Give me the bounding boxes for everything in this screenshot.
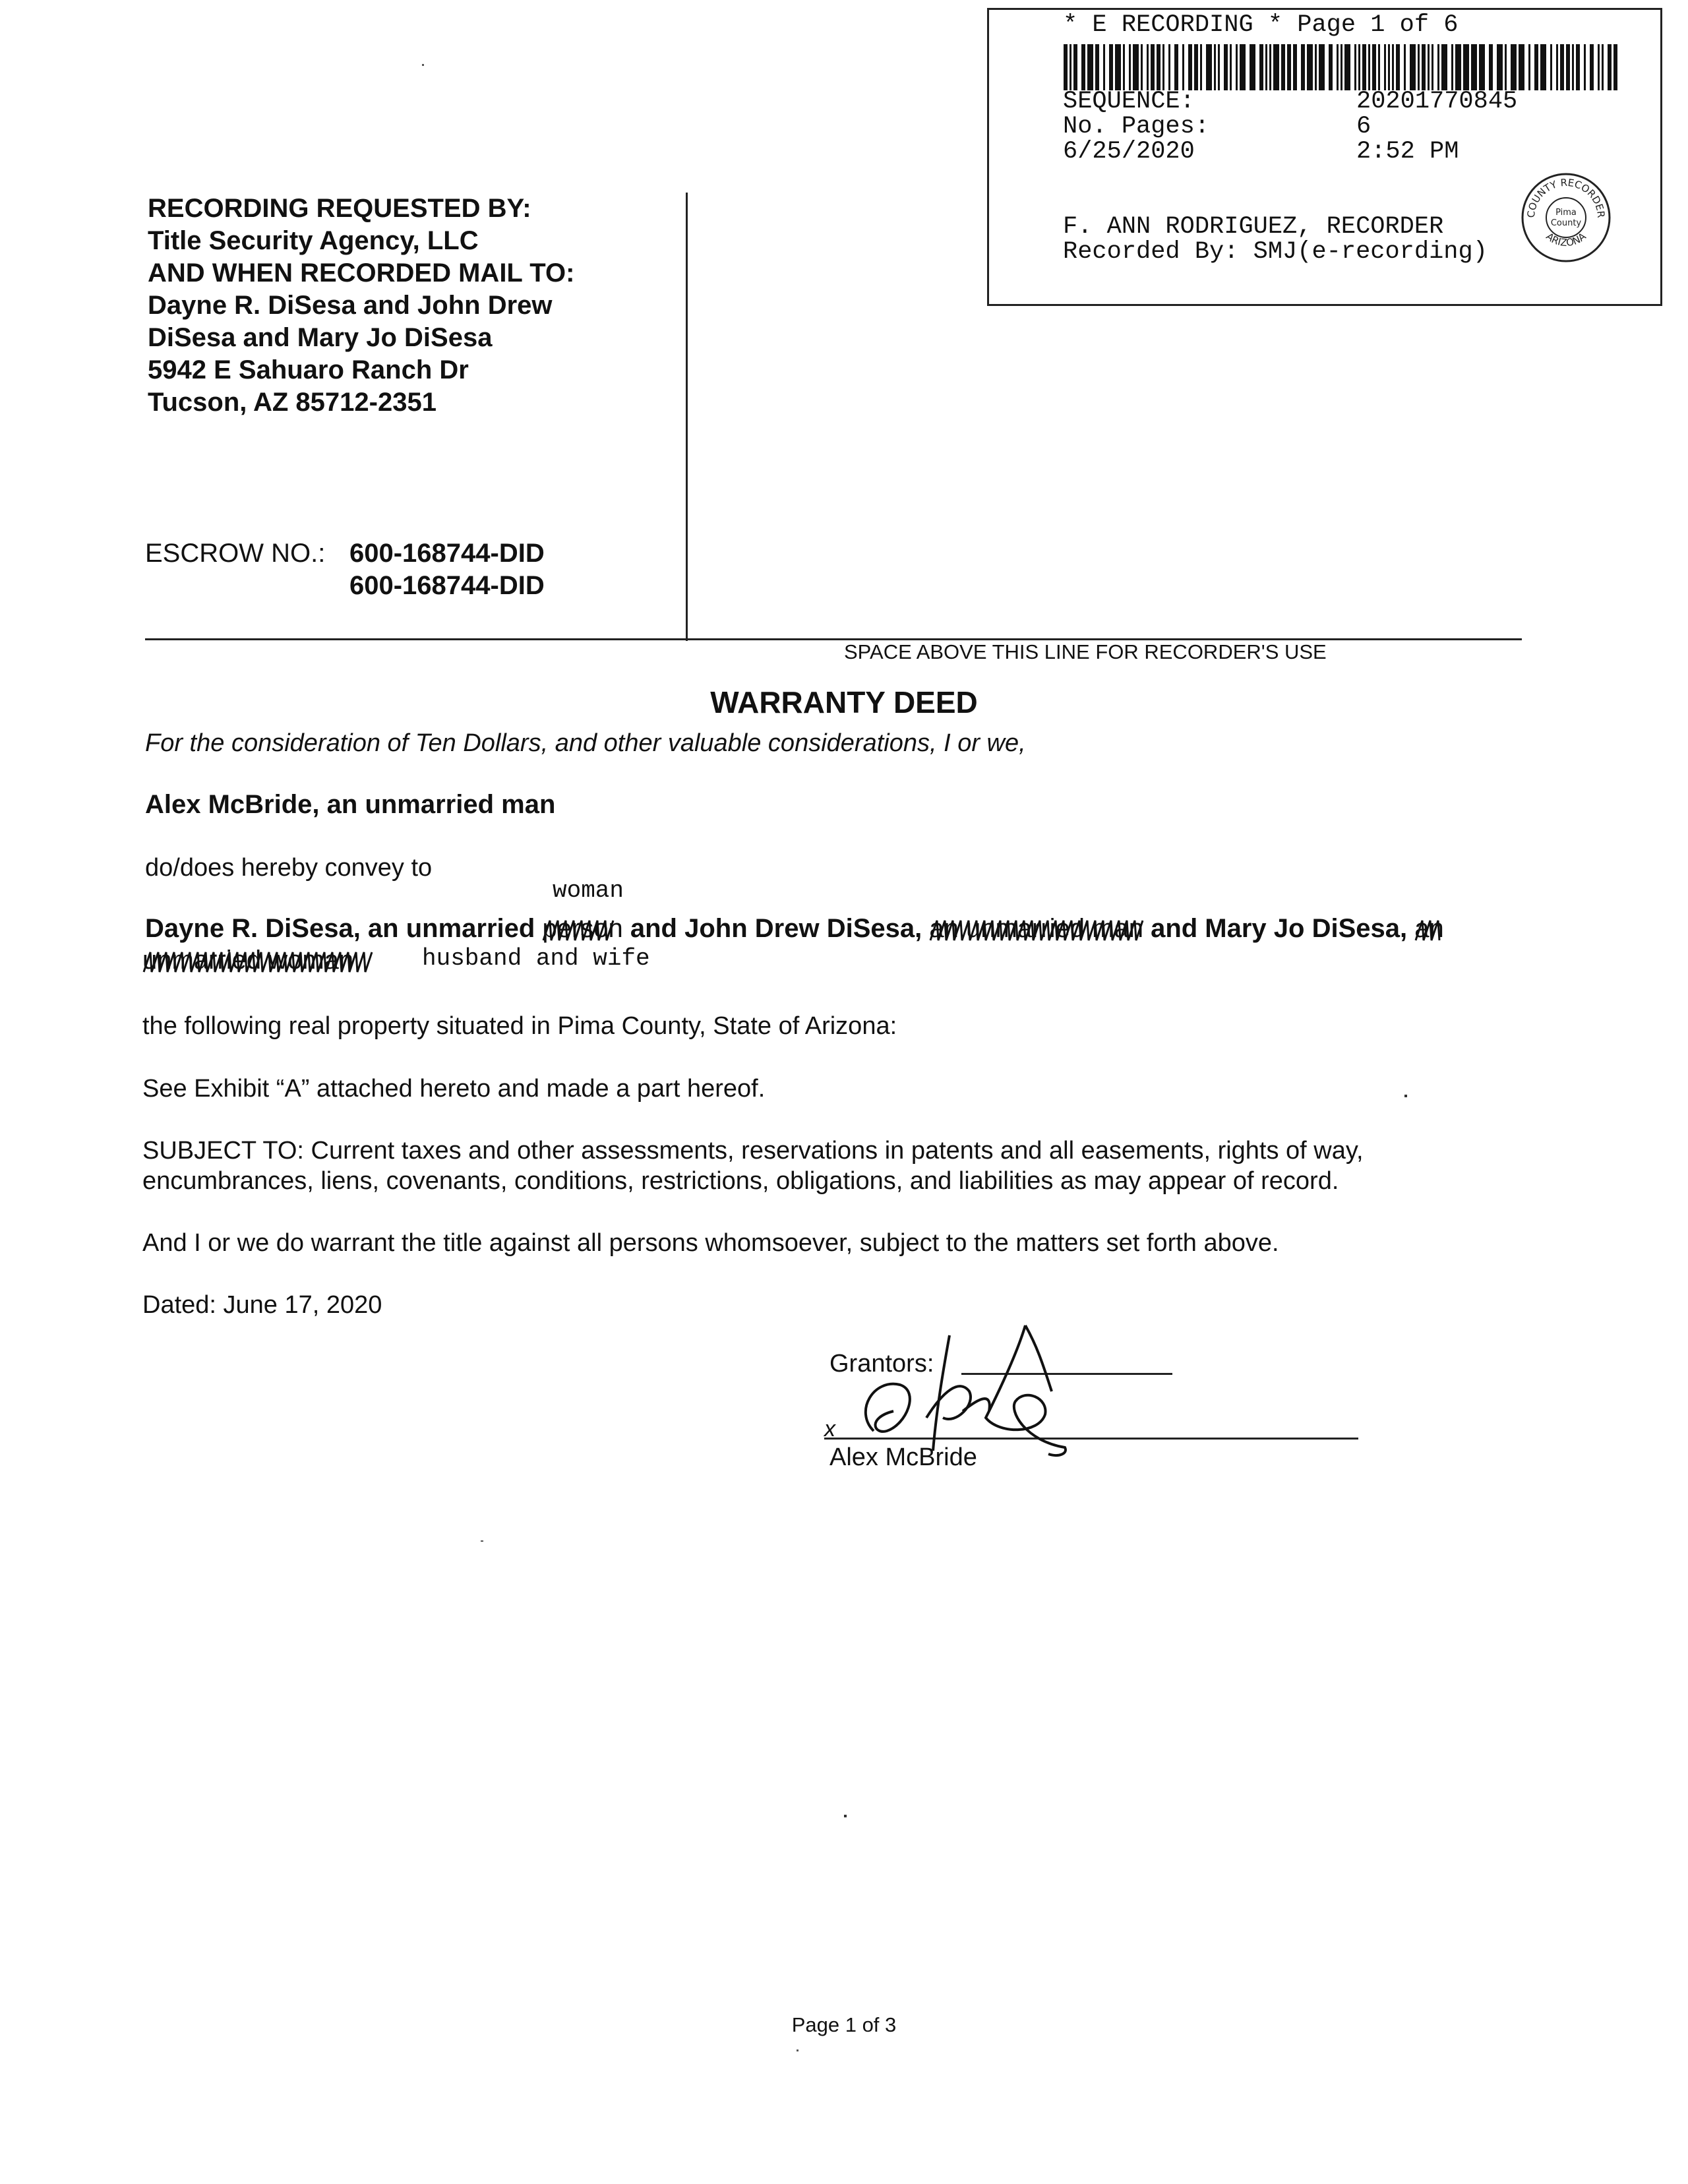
barcode-bar <box>1566 44 1570 90</box>
subject-to-line: SUBJECT TO: Current taxes and other assessments, reservations in patents and all easements, rights of way, <box>142 1137 1364 1165</box>
record-date: 6/25/2020 <box>1063 138 1195 166</box>
barcode-bar <box>1109 44 1113 90</box>
property-text: the following real property situated in Pima County, State of Arizona: <box>142 1012 897 1040</box>
barcode-bar <box>1315 44 1317 90</box>
barcode-bar <box>1576 44 1580 90</box>
barcode-bar <box>1428 44 1430 90</box>
barcode-bar <box>1103 44 1105 90</box>
inserted-woman: woman <box>553 877 624 904</box>
seal-center-2: County <box>1550 218 1582 228</box>
barcode-bar <box>1455 44 1461 90</box>
mail-to-line: DiSesa and Mary Jo DiSesa <box>148 323 493 352</box>
pages-value: 6 <box>1356 113 1372 140</box>
seal-arc-top: COUNTY RECORDER <box>1524 176 1608 219</box>
grantee-seg: and John Drew DiSesa, <box>622 914 930 943</box>
barcode-bar <box>1265 44 1267 90</box>
escrow-label: ESCROW NO.: <box>145 539 326 568</box>
barcode-bar <box>1388 44 1390 90</box>
barcode-bar <box>1287 44 1291 90</box>
barcode-bar <box>1064 44 1068 90</box>
barcode-bar <box>1073 44 1077 90</box>
barcode-bar <box>1087 44 1093 90</box>
barcode-bar <box>1519 44 1524 90</box>
barcode-bar <box>1505 44 1507 90</box>
pages-label: No. Pages: <box>1063 113 1210 140</box>
barcode-bar <box>1358 44 1360 90</box>
barcode-bar <box>1147 44 1149 90</box>
barcode-bar <box>1174 44 1178 90</box>
subject-to-line: encumbrances, liens, covenants, conditions, restrictions, obligations, and liabilities as may appear of record. <box>142 1167 1339 1195</box>
grantee-line <box>145 913 1444 945</box>
barcode-bar <box>1613 44 1617 90</box>
barcode-bar <box>1572 44 1574 90</box>
barcode-bar <box>1534 44 1538 90</box>
barcode-bar <box>1269 44 1271 90</box>
struck-text: an unmarried man <box>929 914 1143 943</box>
barcode-bar <box>1240 44 1246 90</box>
barcode-bar <box>1598 44 1600 90</box>
escrow-value: 600-168744-DID <box>349 539 545 568</box>
barcode-bar <box>1528 44 1530 90</box>
mail-to-line: 5942 E Sahuaro Ranch Dr <box>148 355 469 384</box>
barcode-bar <box>1182 44 1184 90</box>
barcode-bar <box>1151 44 1155 90</box>
barcode-bar <box>1194 44 1198 90</box>
stamp-header: * E RECORDING * Page 1 of 6 <box>1063 11 1459 39</box>
scan-speck <box>481 1540 483 1542</box>
barcode-bar <box>1095 44 1099 90</box>
barcode-bar <box>1479 44 1485 90</box>
grantee-seg: Dayne R. DiSesa, an unmarried <box>145 914 543 943</box>
barcode-bar <box>1236 44 1238 90</box>
barcode-bar <box>1396 44 1400 90</box>
barcode-bar <box>1550 44 1552 90</box>
barcode-bar <box>1329 44 1333 90</box>
barcode-bar <box>1281 44 1285 90</box>
scan-speck <box>422 64 424 66</box>
escrow-value: 600-168744-DID <box>349 571 545 600</box>
mail-to-line: Dayne R. DiSesa and John Drew <box>148 291 553 320</box>
barcode-bar <box>1437 44 1439 90</box>
requested-by: Title Security Agency, LLC <box>148 226 479 255</box>
header-divider <box>686 193 688 641</box>
barcode-bar <box>1590 44 1594 90</box>
barcode-bar <box>1463 44 1469 90</box>
struck-text: unmarried woman <box>142 946 353 975</box>
grantee-line-2 <box>142 944 353 977</box>
record-time: 2:52 PM <box>1356 138 1459 166</box>
scan-speck <box>844 1815 847 1817</box>
barcode-bar <box>1422 44 1426 90</box>
inserted-husband-and-wife: husband and wife <box>422 945 650 972</box>
barcode-bar <box>1218 44 1220 90</box>
barcode-bar <box>1259 44 1263 90</box>
warrant-text: And I or we do warrant the title against all persons whomsoever, subject to the matters set forth above. <box>142 1229 1279 1257</box>
barcode-bar <box>1418 44 1420 90</box>
barcode-bar <box>1471 44 1477 90</box>
barcode-bar <box>1441 44 1447 90</box>
barcode-bar <box>1337 44 1339 90</box>
barcode-bar <box>1368 44 1370 90</box>
barcode-bar <box>1123 44 1125 90</box>
sequence-label: SEQUENCE: <box>1063 88 1195 115</box>
county-seal-icon <box>1520 171 1612 264</box>
barcode-bar <box>1354 44 1356 90</box>
mail-to-label: AND WHEN RECORDED MAIL TO: <box>148 258 575 288</box>
strike-scribble <box>542 918 618 943</box>
barcode-bar <box>1168 44 1170 90</box>
barcode-bar <box>1206 44 1212 90</box>
barcode-bar <box>1378 44 1380 90</box>
barcode-bar <box>1129 44 1131 90</box>
barcode-bar <box>1489 44 1493 90</box>
struck-text: an <box>1414 914 1444 943</box>
scan-speck <box>797 2049 799 2051</box>
seal-arc-bottom: ARIZONA <box>1544 230 1588 249</box>
barcode-bar <box>1344 44 1350 90</box>
barcode-bar <box>1560 44 1564 90</box>
page-number: Page 1 of 3 <box>791 2013 897 2036</box>
consideration-text: For the consideration of Ten Dollars, and other valuable considerations, I or we, <box>145 729 1026 757</box>
exhibit-text: See Exhibit “A” attached hereto and made a part hereof. <box>142 1075 766 1103</box>
seal-center-1: Pima <box>1555 208 1577 218</box>
barcode-bar <box>1230 44 1232 90</box>
barcode-bar <box>1133 44 1139 90</box>
barcode-bar <box>1410 44 1416 90</box>
barcode-bar <box>1451 44 1453 90</box>
barcode-bar <box>1584 44 1586 90</box>
barcode-bar <box>1141 44 1143 90</box>
struck-text: person <box>542 914 623 943</box>
mail-to-line: Tucson, AZ 85712-2351 <box>148 388 437 417</box>
recorder-name: F. ANN RODRIGUEZ, RECORDER <box>1063 213 1444 241</box>
scan-speck <box>1404 1095 1407 1097</box>
barcode-bar <box>1157 44 1160 90</box>
sequence-value: 20201770845 <box>1356 88 1518 115</box>
barcode-bar <box>1372 44 1376 90</box>
deed-title: WARRANTY DEED <box>710 685 978 719</box>
barcode-bar <box>1214 44 1216 90</box>
barcode-bar <box>1188 44 1192 90</box>
barcode-bar <box>1432 44 1433 90</box>
barcode-bar <box>1608 44 1612 90</box>
barcode-bar <box>1273 44 1279 90</box>
barcode-bar <box>1384 44 1386 90</box>
strike-scribble <box>929 918 1147 943</box>
signer-name: Alex McBride <box>829 1443 977 1471</box>
barcode-bar <box>1540 44 1546 90</box>
barcode-bar <box>1224 44 1228 90</box>
grantee-seg: and Mary Jo DiSesa, <box>1143 914 1415 943</box>
dated-text: Dated: June 17, 2020 <box>142 1291 382 1319</box>
barcode-bar <box>1115 44 1121 90</box>
barcode-bar <box>1081 44 1085 90</box>
barcode-bar <box>1319 44 1325 90</box>
grantors-label: Grantors: <box>829 1350 934 1378</box>
strike-scribble <box>1414 918 1446 943</box>
convey-text: do/does hereby convey to <box>145 854 433 882</box>
barcode-bar <box>1556 44 1558 90</box>
barcode-bar <box>1392 44 1394 90</box>
barcode-bar <box>1250 44 1255 90</box>
header-block <box>148 193 574 419</box>
requested-by-label: RECORDING REQUESTED BY: <box>148 194 531 223</box>
grantor: Alex McBride, an unmarried man <box>145 790 556 819</box>
barcode-bar <box>1301 44 1305 90</box>
barcode-bar <box>1293 44 1297 90</box>
space-above-note: SPACE ABOVE THIS LINE FOR RECORDER'S USE <box>844 640 1327 663</box>
barcode-bar <box>1362 44 1366 90</box>
barcode-bar <box>1307 44 1313 90</box>
signature-x-mark: x <box>824 1416 835 1441</box>
barcode-bar <box>1162 44 1164 90</box>
barcode <box>1064 44 1620 90</box>
barcode-bar <box>1404 44 1406 90</box>
barcode-bar <box>1341 44 1342 90</box>
barcode-bar <box>1070 44 1071 90</box>
recording-stamp <box>987 8 1662 306</box>
barcode-bar <box>1602 44 1604 90</box>
barcode-bar <box>1497 44 1503 90</box>
strike-scribble <box>142 950 380 975</box>
recorded-by: Recorded By: SMJ(e-recording) <box>1063 238 1488 266</box>
barcode-bar <box>1511 44 1517 90</box>
barcode-bar <box>1200 44 1202 90</box>
